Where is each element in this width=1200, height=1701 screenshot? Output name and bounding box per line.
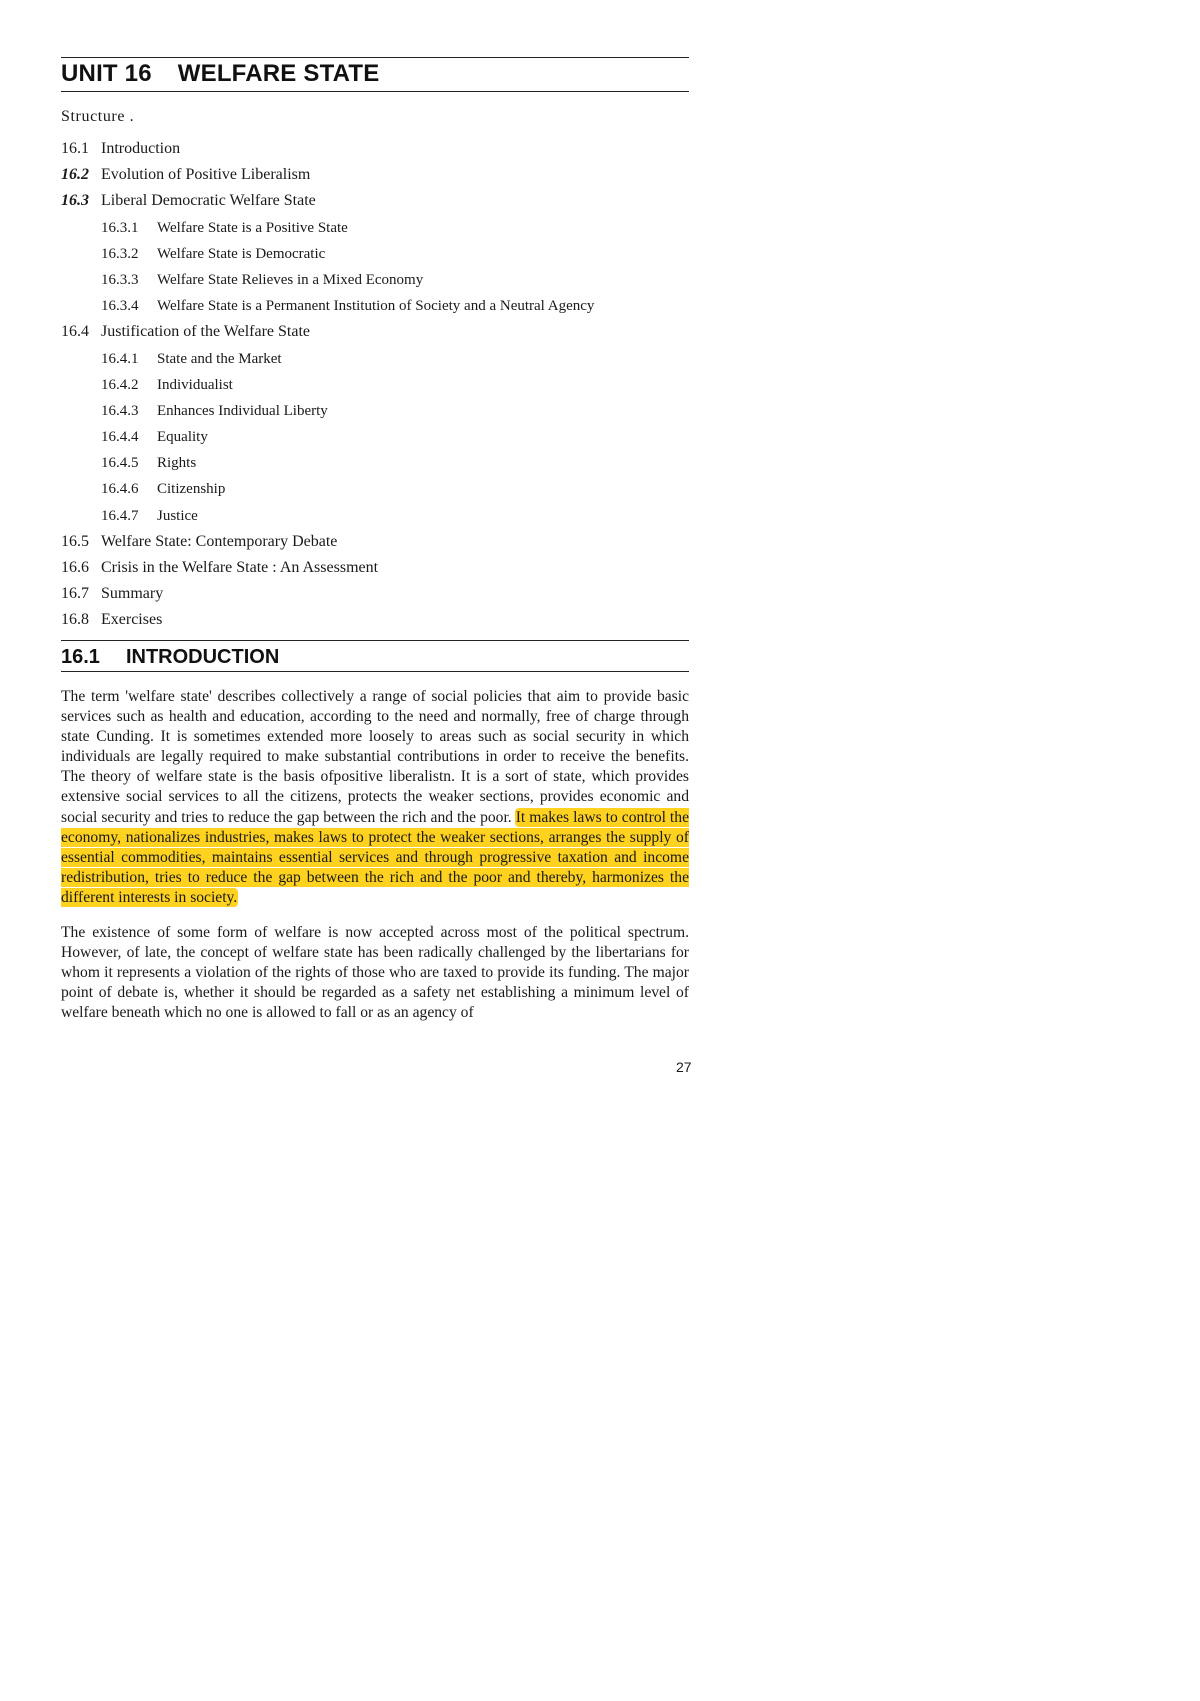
toc-item-title: Enhances Individual Liberty xyxy=(157,402,328,419)
toc-item xyxy=(61,476,701,502)
toc-item xyxy=(61,398,701,424)
para1-text: The term 'welfare state' describes collectively a range of social policies that aim to provide basic services such as health and education, according to the need and normally, free of charge through state Cunding. It is sometimes extended more loosely to areas such as social security in which individuals are legally required to make substantial contributions in order to receive the benefits. The theory of welfare state is the basis ofpositive liberalistn. It is a sort of state, which provides extensive social services to all the citizens, protects the weaker sections, provides economic and social security and tries to reduce the gap between the rich and the poor. xyxy=(61,688,689,826)
toc-item-number: 16.7 xyxy=(61,585,89,603)
intro-paragraph-2: The existence of some form of welfare is now accepted across most of the political spectrum. However, of late, the concept of welfare state has been radically challenged by the libertarians for whom it represents a violation of the rights of those who are taxed to provide its funding. The major point of debate is, whether it should be regarded as a safety net establishing a minimum level of welfare beneath which no one is allowed to fall or as an agency of xyxy=(61,924,689,1022)
structure-label: Structure . xyxy=(61,108,135,125)
page-number: 27 xyxy=(676,1059,692,1075)
toc-item xyxy=(61,215,701,241)
toc-item-number: 16.4.6 xyxy=(101,481,139,498)
toc-item-title: Justice xyxy=(157,507,198,524)
table-of-contents xyxy=(61,136,701,634)
toc-item-number: 16.3.1 xyxy=(101,219,139,236)
toc-item-title: Justification of the Welfare State xyxy=(101,323,311,341)
section-title: INTRODUCTION xyxy=(125,646,280,668)
toc-item-title: Welfare State Relieves in a Mixed Economy xyxy=(157,271,424,288)
section-heading xyxy=(61,646,279,669)
toc-item-number: 16.8 xyxy=(61,611,89,629)
top-rule xyxy=(61,57,689,58)
toc-item-number: 16.3 xyxy=(61,192,89,210)
toc-item-number: 16.3.2 xyxy=(101,245,139,262)
toc-item-title: Liberal Democratic Welfare State xyxy=(101,192,316,210)
toc-item xyxy=(61,136,701,162)
toc-item-number: 16.1 xyxy=(61,140,89,157)
toc-item-number: 16.2 xyxy=(61,166,89,184)
toc-item-title: Summary xyxy=(101,585,164,603)
toc-item xyxy=(61,319,701,345)
toc-item xyxy=(61,581,701,607)
toc-item-number: 16.5 xyxy=(61,532,89,550)
toc-item xyxy=(61,529,701,555)
toc-item xyxy=(61,503,701,529)
toc-item-number: 16.3.3 xyxy=(101,271,139,288)
toc-item xyxy=(61,267,701,293)
unit-number: UNIT 16 xyxy=(61,60,152,87)
toc-item xyxy=(61,372,701,398)
toc-item xyxy=(61,293,701,319)
toc-item-title: Individualist xyxy=(157,376,233,393)
toc-item-title: Equality xyxy=(157,429,208,446)
toc-item-number: 16.4.2 xyxy=(101,376,139,393)
toc-item xyxy=(61,424,701,450)
toc-item xyxy=(61,450,701,476)
toc-item-title: State and the Market xyxy=(157,350,282,367)
toc-item-title: Exercises xyxy=(101,611,163,629)
toc-item-number: 16.4.7 xyxy=(101,507,139,524)
toc-item-title: Welfare State: Contemporary Debate xyxy=(101,532,338,550)
section-top-rule xyxy=(61,640,689,641)
toc-item-title: Welfare State is a Positive State xyxy=(157,219,348,236)
toc-item-number: 16.4.5 xyxy=(101,455,139,472)
toc-item-title: Citizenship xyxy=(157,481,226,498)
toc-item-title: Evolution of Positive Liberalism xyxy=(101,166,311,184)
intro-paragraph-1 xyxy=(61,687,689,908)
toc-item xyxy=(61,162,701,188)
toc-item-title: Welfare State is Democratic xyxy=(157,245,326,262)
unit-underline xyxy=(61,91,689,92)
toc-item xyxy=(61,346,701,372)
toc-item xyxy=(61,555,701,581)
toc-item-title: Introduction xyxy=(101,140,181,157)
unit-heading xyxy=(61,60,379,88)
toc-item-title: Welfare State is a Permanent Institution of Society and a Neutral Agency xyxy=(157,298,595,315)
unit-title: WELFARE STATE xyxy=(177,60,380,87)
toc-item-title: Crisis in the Welfare State : An Assessment xyxy=(101,559,379,576)
highlighted-text: It makes laws to control the economy, nationalizes industries, makes laws to protect the weaker sections, arranges the supply of essential commodities, maintains essential services and through progressive taxation and income redistribution, tries to reduce the gap between the rich and the poor and thereby, harmonizes the different interests in society. xyxy=(61,808,689,906)
toc-item-number: 16.4 xyxy=(61,323,89,341)
toc-item xyxy=(61,188,701,214)
toc-item xyxy=(61,607,701,633)
toc-item-number: 16.6 xyxy=(61,559,89,576)
toc-item-number: 16.4.3 xyxy=(101,402,139,419)
toc-item-title: Rights xyxy=(157,455,197,472)
toc-item-number: 16.4.1 xyxy=(101,350,139,367)
toc-item xyxy=(61,241,701,267)
section-number: 16.1 xyxy=(61,646,100,668)
section-underline xyxy=(61,671,689,672)
toc-item-number: 16.3.4 xyxy=(101,298,139,315)
toc-item-number: 16.4.4 xyxy=(101,429,139,446)
